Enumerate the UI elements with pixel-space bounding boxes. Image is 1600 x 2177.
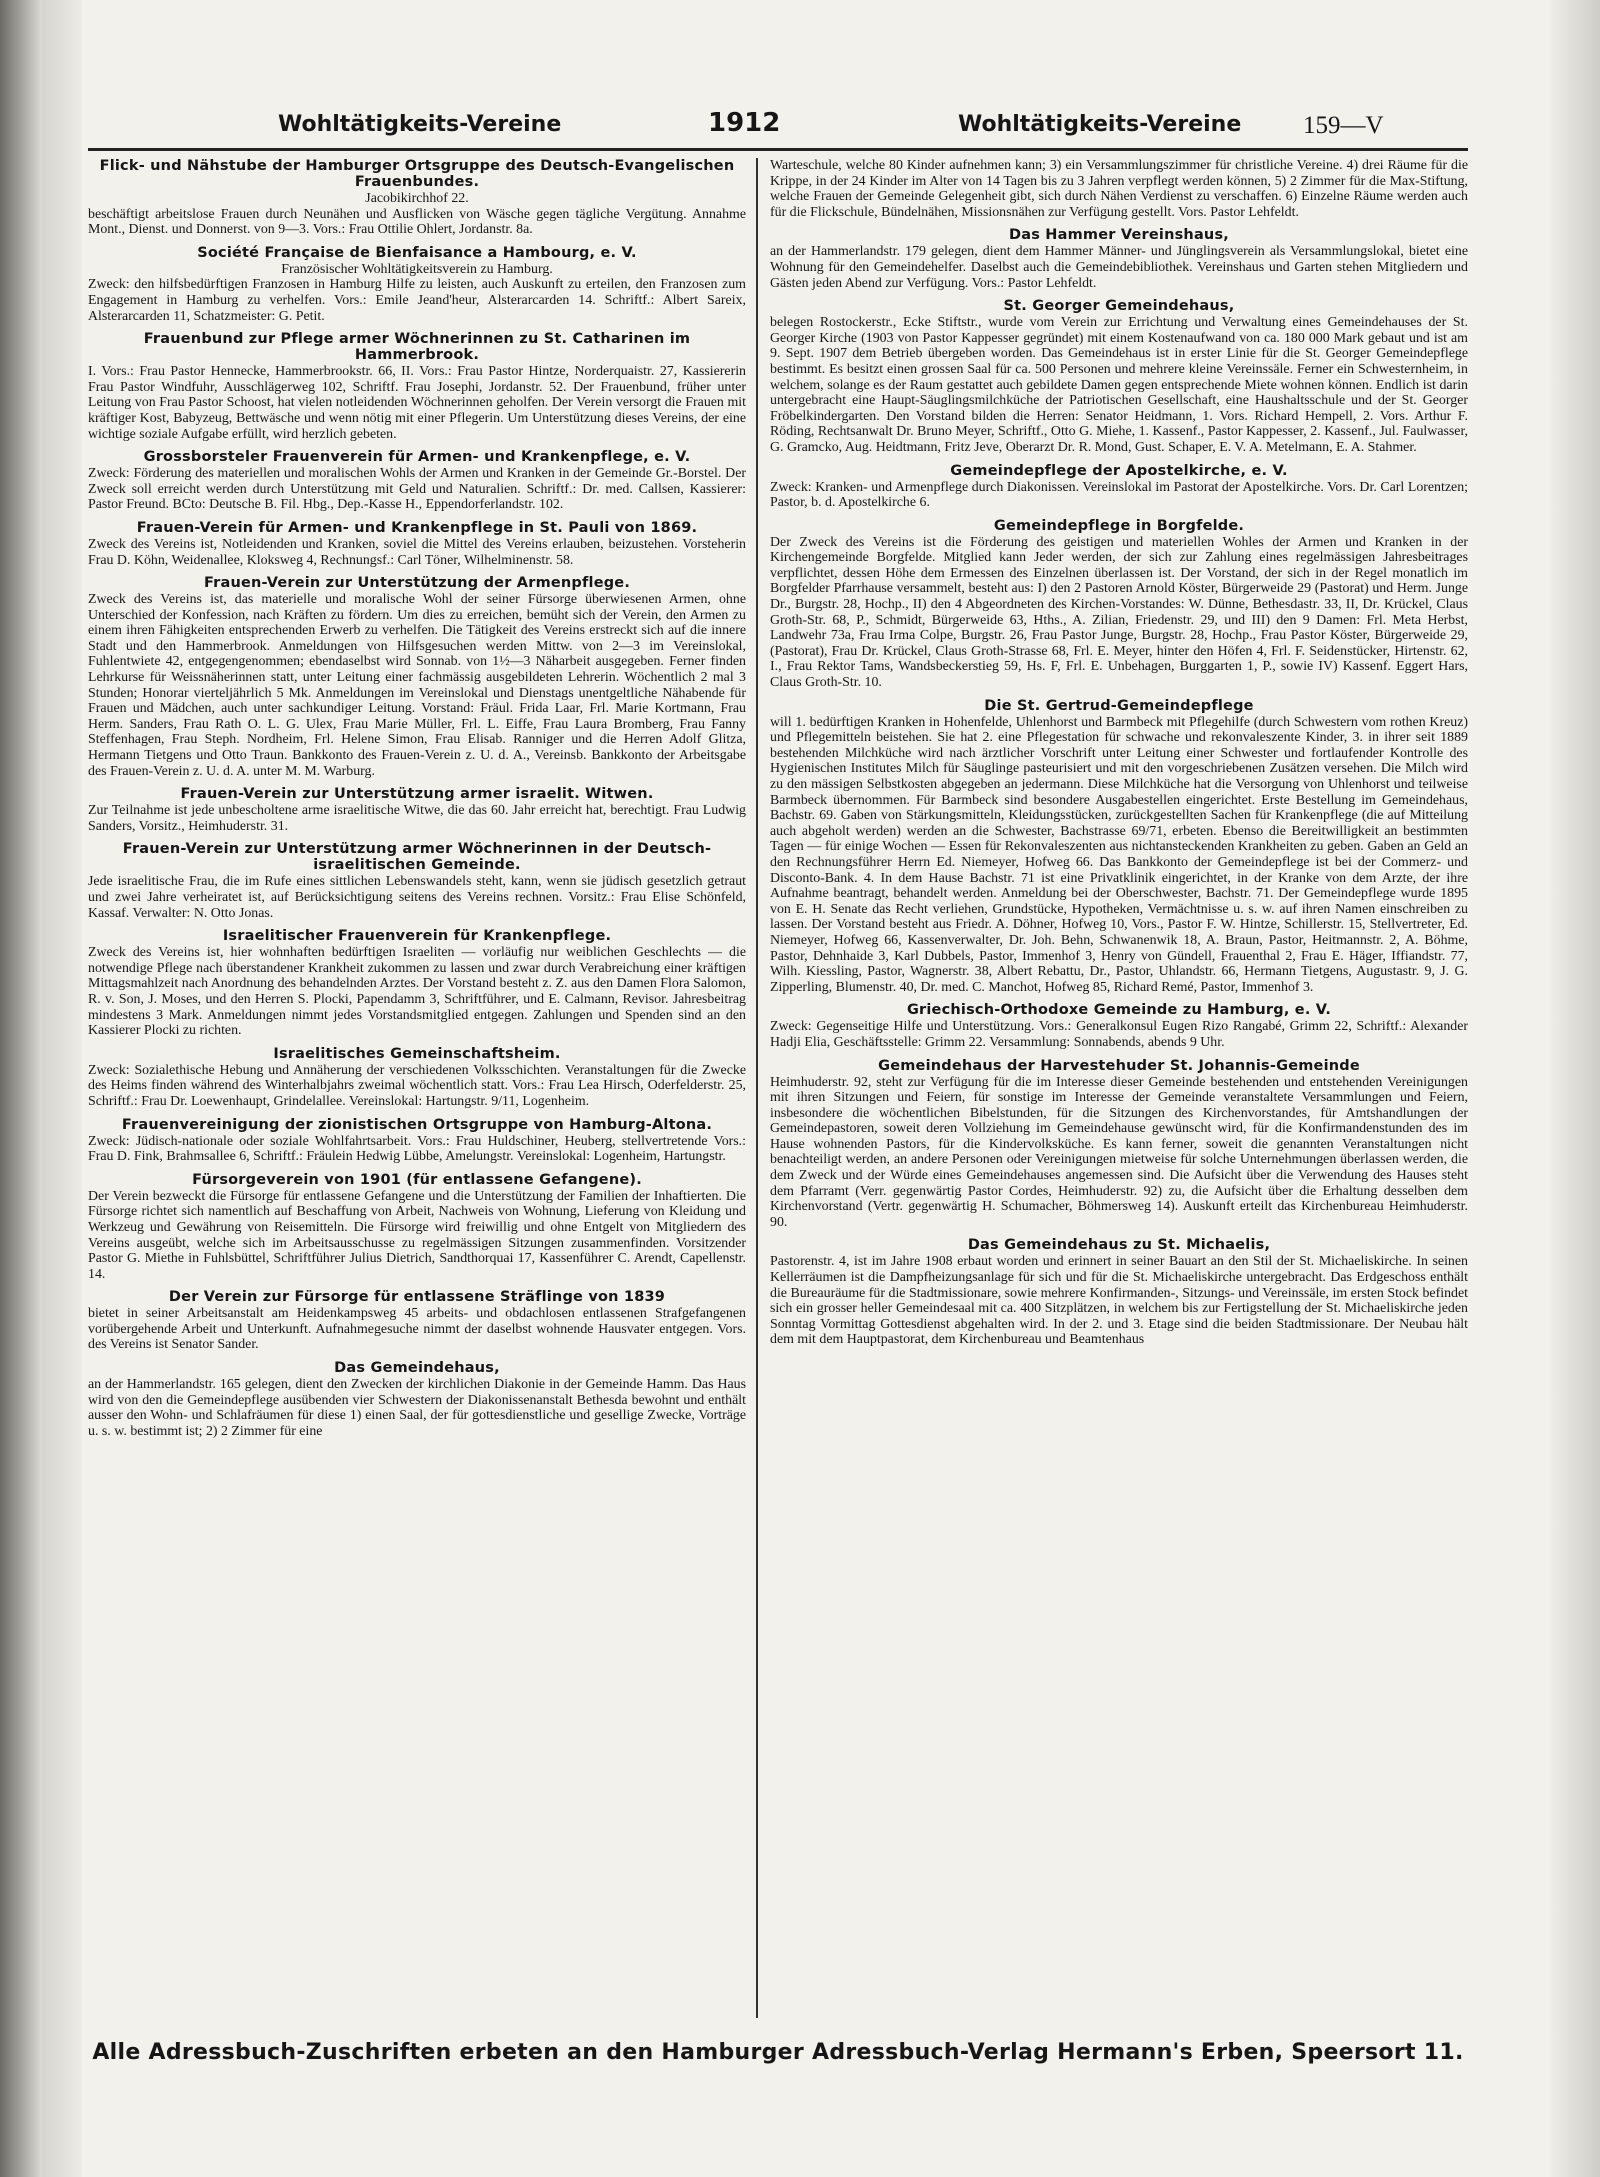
entry-text: an der Hammerlandstr. 165 gelegen, dient den Zwecken der kirchlichen Diakonie in der Gemeinde Hamm. Das Haus wird von den die Gemeindepflege ausübenden vier Schwestern der Diakonissenanstalt Bethesda bewohnt und enthält ausser den Wohn- und Schlafräumen für diese 1) einen Saal, der für gottesdienstliche und gesellige Zwecke, Vorträge u. s. w. bestimmt ist; 2) 2 Zimmer für eine	[88, 1377, 746, 1439]
scan-page-gutter	[42, 0, 82, 2177]
entry-text: Zweck: den hilfsbedürftigen Franzosen in Hamburg Hilfe zu leisten, auch Auskunft zu erteilen, den Franzosen zum Engagement in Hamburg zu verhelfen. Vors.: Emile Jeand'heur, Alsterarcarden 14. Schriftf.: Albert Sareix, Alsterarcarden 11, Schatzmeister: G. Petit.	[88, 277, 746, 324]
directory-entry	[88, 1360, 746, 1439]
entry-text: Pastorenstr. 4, ist im Jahre 1908 erbaut worden und erinnert in seiner Bauart an den Stil der St. Michaeliskirche. In seinen Kellerräumen ist die Dampfheizungsanlage für sich und für die St. Michaeliskirche untergebracht. Das Erdgeschoss enthält die Bureauräume für die Stadtmissionare, sowie mehrere Konfirmanden-, Sitzungs- und Vereinssäle, im ersten Stock befindet sich ein grosser heller Gemeindesaal mit ca. 400 Sitzplätzen, in welchem bis zur Fertigstellung der St. Michaeliskirche jeden Sonntag Vormittag Gottesdienst abgehalten wird. In der 2. und 3. Etage sind die beiden Stadtmissionare. Der Neubau hält dem mit dem Hauptpastorat, dem Kirchenbureau und Beamtenhaus	[770, 1254, 1468, 1348]
entry-text: Zweck: Kranken- und Armenpflege durch Diakonissen. Vereinslokal im Pastorat der Apostelkirche. Vors. Dr. Carl Lorentzen; Pastor, b. d. Apostelkirche 6.	[770, 479, 1468, 511]
column-divider	[756, 158, 758, 2018]
entry-title: Das Hammer Vereinshaus,	[1008, 227, 1229, 244]
directory-entry	[770, 158, 1468, 220]
publisher-footer: Alle Adressbuch-Zuschriften erbeten an den Hamburger Adressbuch-Verlag Hermann's Erben, Speersort 11.	[92, 2040, 1464, 2065]
left-column	[88, 158, 746, 2028]
entry-text: Zur Teilnahme ist jede unbescholtene arme israelitische Witwe, die das 60. Jahr erreicht hat, berechtigt. Frau Ludwig Sanders, Vorsitz., Heimhuderstr. 31.	[88, 803, 746, 834]
scan-page-edge	[0, 0, 42, 2177]
directory-entry	[88, 449, 746, 513]
right-column	[770, 158, 1468, 2028]
entry-title: Frauenbund zur Pflege armer Wöchnerinnen zu St. Catharinen im Hammerbrook.	[143, 331, 691, 364]
entry-text: Jede israelitische Frau, die im Rufe eines sittlichen Lebenswandels steht, kann, wenn sie jüdisch gesetzlich getraut und zwei Jahre verheiratet ist, auf Berücksichtigung seitens des Vereins rechnen. Vorsitz.: Frau Elise Schönfeld, Kassaf. Verwalter: N. Otto Jonas.	[88, 874, 746, 921]
directory-entry	[88, 841, 746, 921]
entry-title: Das Gemeindehaus,	[334, 1360, 500, 1377]
directory-entry	[770, 463, 1468, 511]
entry-text: beschäftigt arbeitslose Frauen durch Neunähen und Ausflicken von Wäsche gegen tägliche Vergütung. Annahme Mont., Dienst. und Donnerst. von 9—3. Vors.: Frau Ottilie Ohlert, Jordanstr. 8a.	[88, 206, 746, 238]
directory-entry	[770, 1002, 1468, 1050]
directory-entry	[88, 520, 746, 568]
header-right-title: Wohltätigkeits-Vereine	[958, 112, 1242, 137]
directory-entry	[88, 1117, 746, 1165]
entry-title: Frauen-Verein zur Unterstützung armer Wöchnerinnen in der Deutsch-israelitischen Gemeinde.	[122, 841, 712, 874]
entry-title: Frauen-Verein zur Unterstützung der Armenpflege.	[203, 575, 631, 592]
directory-entry	[770, 518, 1468, 691]
entry-title: Frauen-Verein zur Unterstützung armer israelit. Witwen.	[180, 786, 654, 803]
scan-right-shadow	[1550, 0, 1600, 2177]
directory-entry	[88, 331, 746, 442]
entry-title: Frauenvereinigung der zionistischen Ortsgruppe von Hamburg-Altona.	[121, 1116, 713, 1133]
page-header	[88, 100, 1468, 151]
entry-title: Die St. Gertrud-Gemeindepflege	[984, 697, 1254, 714]
entry-text: bietet in seiner Arbeitsanstalt am Heidenkampsweg 45 arbeits- und obdachlosen entlassenen Strafgefangenen vorübergehende Arbeit und Unterkunft. Aufnahmegesuche nimmt der daselbst wohnende Hausvater entgegen. Vors. des Vereins ist Senator Sander.	[88, 1306, 746, 1353]
entry-subtitle: Jacobikirchhof 22.	[365, 191, 469, 206]
header-year: 1912	[708, 108, 781, 138]
entry-text: Zweck des Vereins ist, das materielle und moralische Wohl der seiner Fürsorge überwiesenen Armen, ohne Unterschied der Konfession, nach Kräften zu fördern. Um dies zu erreichen, bemüht sich der Verein, den Armen zu einem ihren Fähigkeiten entsprechenden Erwerb zu verhelfen. Die Tätigkeit des Vereins erstreckt sich auf die innere Stadt und den Hammerbrook. Anmeldungen von Hilfsgesuchen werden Mittw. von 2—3 im Vereinslokal, Fuhlentwiete 42, entgegengenommen; ebendaselbst wird Sonnab. von 1½—3 Näharbeit ausgegeben. Ferner finden Lehrkurse für Weissnäherinnen statt, unter Leitung einer fachmässig ausgebildeten Lehrerin. Wöchentlich 2 mal 3 Stunden; Honorar vierteljährlich 5 Mk. Anmeldungen im Vereinslokal und Dienstags unentgeltliche Nähabende für Frauen und Mädchen, auch unter sachkundiger Leitung. Vorstand: Fräul. Frida Laar, Frl. Marie Kortmann, Frau Herm. Sanders, Frau Rath O. L. G. Ulex, Frau Marie Müller, Frl. L. Eiffe, Frau Laura Bromberg, Frau Fanny Steffenhagen, Frau Steph. Nordheim, Frl. Helene Simon, Frau Elisab. Ranniger und die Herren Adolf Glitza, Hermann Tietgens und Otto Traun. Bankkonto des Frauen-Verein z. U. d. A., Vereinsb. Bankkonto der Arbeitsgabe des Frauen-Verein z. U. d. A. unter M. M. Warburg.	[88, 592, 746, 779]
entry-text: Zweck: Jüdisch-nationale oder soziale Wohlfahrtsarbeit. Vors.: Frau Huldschiner, Heuberg, stellvertretende Vors.: Frau D. Fink, Brahmsallee 6, Schriftf.: Fräulein Hedwig Lübbe, Amelungstr. Vereinslokal: Logenheim, Hartungstr.	[88, 1133, 746, 1165]
directory-entry	[88, 1046, 746, 1110]
entry-text: Zweck des Vereins ist, Notleidenden und Kranken, soviel die Mittel des Vereins erlauben, beizustehen. Vorsteherin Frau D. Köhn, Weidenallee, Kloksweg 4, Rechnungsf.: Carl Töner, Wilhelminenstr. 58.	[88, 536, 746, 568]
entry-title: Griechisch-Orthodoxe Gemeinde zu Hamburg, e. V.	[906, 1002, 1332, 1019]
entry-subtitle: Französischer Wohltätigkeitsverein zu Hamburg.	[281, 261, 553, 277]
entry-title: St. Georger Gemeindehaus,	[1003, 298, 1235, 315]
entry-text: will 1. bedürftigen Kranken in Hohenfelde, Uhlenhorst und Barmbeck mit Pflegehilfe (durch Schwestern vom rothen Kreuz) und Pflegemitteln beistehen. Sie hat 2. eine Pflegestation für schwache und rekonvaleszente Kinder, 3. in ihrer seit 1889 bestehenden Milchküche wird nach ärztlicher Vorschrift unter Leitung einer Schwester und fortlaufender Kontrolle des Hygienischen Institutes Milch für Säuglinge pasteurisiert und mit den vorgeschriebenen Zusätzen versehen. Die Milch wird zu den mässigen Selbstkosten abgegeben an jedermann. Diese Milchküche hat die Versorgung von Uhlenhorst und teilweise Barmbeck übernommen. Für Barmbeck sind besondere Ausgabestellen eingerichtet. Erste Bestellung im Gemeindehaus, Bachstr. 69. Gaben von Stärkungsmitteln, Kleidungsstücken, zurückgestellten Sachen für Krankenpflege (die auf Mitteilung auch abgeholt werden) werden an die Schwester, Bachstrasse 69/71, erbeten. Ebenso die Bereitwilligkeit an bestimmten Tagen — für einige Wochen — Essen für Rekonvaleszenten aus nichtansteckenden Krankheiten zu geben. Gaben an Geld an den Rechnungsführer Herrn Ed. Niemeyer, Hofweg 66. Das Bankkonto der Gemeindepflege ist bei der Commerz- und Disconto-Bank. 4. In dem Hause Bachstr. 71 ist eine Privatklinik eingerichtet, in der Kranke von dem Arzte, der ihre Aufnahme beantragt, behandelt werden. Anmeldung bei der Oberschwester, Bachstr. 71. Der Gemeindepflege wurde 1895 von E. H. Senate das Recht verliehen, Grundstücke, Hypotheken, Vermächtnisse u. s. w. auf ihren Namen einschreiben zu lassen. Der Vorstand besteht aus Friedr. A. Döhner, Hofweg 10, Vors., Pastor F. W. Hintze, Schillerstr. 15, Stellvertreter, Ed. Niemeyer, Hofweg 66, Kassenverwalter, Dr. Joh. Behn, Schwanenwik 18, A. Braun, Pastor, Heitmannstr. 2, A. Böhme, Pastor, Dehnhaide 3, Karl Dubbels, Pastor, Immenhof 3, Henry von Gündell, Frauenthal 2, Frau E. Häger, Iffiandstr. 77, Wilh. Kiessling, Pastor, Wagnerstr. 38, Albert Rebattu, Dr., Pastor, Uhlandstr. 66, Hermann Tietgens, Augustastr. 9, J. G. Zipperling, Blumenstr. 40, Dr. med. C. Manchot, Hofweg 85, Richard Remé, Pastor, Immenhof 3.	[770, 714, 1468, 995]
header-left-title: Wohltätigkeits-Vereine	[278, 112, 562, 137]
entry-title: Das Gemeindehaus zu St. Michaelis,	[967, 1237, 1271, 1254]
entry-text: I. Vors.: Frau Pastor Hennecke, Hammerbrookstr. 66, II. Vors.: Frau Pastor Hintze, Norderquaistr. 27, Kassiererin Frau Pastor Windfuhr, Ausschlägerweg 102, Schriftf. Frau Josephi, Jordanstr. 52. Der Frauenbund, früher unter Leitung von Frau Pastor Schoost, hat vielen notleidenden Wöchnerinnen geholfen. Der Verein versorgt die Frauen mit kräftiger Kost, Babyzeug, Bettwäsche und wenn nötig mit einer Pflegerin. Um Unterstützung dieses Vereins, der eine wichtige soziale Aufgabe erfüllt, wird herzlich gebeten.	[88, 364, 746, 442]
directory-entry	[770, 298, 1468, 455]
directory-entry	[770, 227, 1468, 291]
entry-title: Frauen-Verein für Armen- und Krankenpflege in St. Pauli von 1869.	[136, 519, 698, 536]
entry-text: Der Verein bezweckt die Fürsorge für entlassene Gefangene und die Unterstützung der Familien der Inhaftierten. Die Fürsorge richtet sich namentlich auf Beschaffung von Arbeit, Nachweis von Wohnung, Lieferung von Kleidung und Werkzeug und Gewährung von Reisemitteln. Die Fürsorge wird freiwillig und ohne Entgelt von Mitgliedern des Vereins ausgeübt, welche sich im Arbeitsausschusse zu regelmässigen Sitzungen zusammenfinden. Vorsitzender Pastor G. Miethe in Fuhlsbüttel, Schriftführer Julius Dietrich, Sandthorquai 17, Kassenführer C. Arendt, Capellenstr. 14.	[88, 1188, 746, 1282]
directory-entry	[88, 575, 746, 779]
entry-text: Zweck: Gegenseitige Hilfe und Unterstützung. Vors.: Generalkonsul Eugen Rizo Rangabé, Grimm 22, Schriftf.: Alexander Hadji Elia, Geschäftsstelle: Grimm 22. Versammlung: Sonnabends, abends 9 Uhr.	[770, 1019, 1468, 1050]
entry-title: Grossborsteler Frauenverein für Armen- und Krankenpflege, e. V.	[143, 449, 691, 466]
directory-entry	[88, 786, 746, 834]
entry-title: Der Verein zur Fürsorge für entlassene Sträflinge von 1839	[168, 1289, 666, 1306]
directory-entry	[88, 928, 746, 1039]
entry-text: Heimhuderstr. 92, steht zur Verfügung für die im Interesse dieser Gemeinde bestehenden und entstehenden Vereinigungen mit ihren Sitzungen und Feiern, für sonstige im Interesse der Gemeinde veranstaltete Versammlungen und Feiern, insbesondere die wöchentlichen Bibelstunden, für die Sitzungen des Kirchenvorstandes, für Amtshandlungen der Gemeindepastoren, soweit deren Vollziehung im Gemeindehause gewünscht wird, für die Konfirmandenstunden des im Hause wohnenden Pastors, für die Kindervolksküche. Es kann ferner, soweit die genannten Veranstaltungen nicht benachteiligt werden, an andere Personen oder Vereinigungen mietweise für solche Unternehmungen überlassen werden, die dem Zweck und der Würde eines Gemeindehauses angemessen sind. Die Aufsicht über die Verwendung des Hauses steht dem Pfarramt (Verr. gegenwärtig Pastor Cordes, Heimhuderstr. 92) zu, die Aufsicht über die Erhaltung desselben dem Kirchenvorstand (Vertr. gegenwärtig H. Schumacher, Böhmersweg 14). Auskunft erteilt das Kirchenbureau Heimhuderstr. 90.	[770, 1074, 1468, 1230]
entry-title: Israelitisches Gemeinschaftsheim.	[273, 1045, 561, 1062]
entry-title: Israelitischer Frauenverein für Krankenpflege.	[222, 928, 612, 945]
entry-title: Fürsorgeverein von 1901 (für entlassene Gefangene).	[192, 1171, 642, 1188]
entry-text: Zweck: Sozialethische Hebung und Annäherung der verschiedenen Volksschichten. Veranstaltungen für die Zwecke des Heims finden während des Winterhalbjahrs zweimal wöchentlich statt. Vors.: Frau Lea Hirsch, Oderfelderstr. 25, Schriftf.: Frau Dr. Loewenhaupt, Grindelallee. Vereinslokal: Hartungstr. 9/11, Logenheim.	[88, 1062, 746, 1109]
entry-title: Gemeindehaus der Harvestehuder St. Johannis-Gemeinde	[878, 1057, 1360, 1074]
entry-text: belegen Rostockerstr., Ecke Stiftstr., wurde vom Verein zur Errichtung und Verwaltung eines Gemeindehauses der St. Georger Kirche (1903 von Pastor Kappesser gegründet) mit einem Kostenaufwand von ca. 180 000 Mark gebaut und ist am 9. Sept. 1907 dem Betrieb übergeben worden. Das Gemeindehaus ist in erster Linie für die St. Georger Gemeindepflege bestimmt. Es besitzt einen grossen Saal für ca. 500 Personen und mehrere kleine Vereinssäle. Ferner ein Schwesternheim, in welchem, solange es der Raum gestattet auch gebildete Damen gegen entsprechende Miete wohnen können. Endlich ist darin untergebracht eine Haupt-Säuglingsmilchküche der Patriotischen Gesellschaft, eine Haushaltsschule und der St. Georger Fröbelkindergarten. Den Vorstand bilden die Herren: Senator Heidmann, 1. Vors. Richard Hempell, 2. Vors. Arthur F. Röding, Rechtsanwalt Dr. Bruno Meyer, Schriftf., Otto G. Miehe, 1. Kassenf., Pastor Kappesser, 2. Kassenf., Jul. Faulwasser, G. Gramcko, Aug. Heidtmann, Fritz Jeve, Oberarzt Dr. R. Mond, Gust. Schaper, E. V. A. Metelmann, E. A. Stahmer.	[770, 315, 1468, 455]
directory-entry	[770, 698, 1468, 996]
entry-title: Gemeindepflege in Borgfelde.	[993, 517, 1245, 534]
entry-title: Flick- und Nähstube der Hamburger Ortsgruppe des Deutsch-Evangelischen Frauenbundes.	[99, 158, 735, 190]
directory-entry	[88, 1289, 746, 1353]
directory-entry	[770, 1058, 1468, 1231]
directory-entry	[88, 158, 746, 238]
directory-entry	[88, 1172, 746, 1283]
directory-entry	[770, 1237, 1468, 1348]
page-number: 159—V	[1303, 112, 1384, 139]
directory-entry	[88, 245, 746, 324]
entry-text: Zweck: Förderung des materiellen und moralischen Wohls der Armen und Kranken in der Gemeinde Gr.-Borstel. Der Zweck soll erreicht werden durch Unterstützung mit Geld und Naturalien. Schriftf.: Dr. med. Callsen, Kassierer: Pastor Freund. BCto: Deutsche B. Fil. Hbg., Dep.-Kasse H., Eppendorferlandstr. 102.	[88, 466, 746, 513]
directory-page	[88, 100, 1468, 2090]
entry-text: Zweck des Vereins ist, hier wohnhaften bedürftigen Israeliten — vorläufig nur weiblichen Geschlechts — die notwendige Pflege nach überstandener Krankheit zukommen zu lassen und zwar durch Verabreichung einer kräftigen Mittagsmahlzeit nach Anordnung des behandelnden Arztes. Der Vorstand besteht z. Z. aus den Damen Flora Salomon, R. v. Son, J. Moses, und den Herren S. Plocki, Papendamm 3, Schriftführer, und E. Calmann, Revisor. Jahresbeitrag mindestens 3 Mark. Anmeldungen nimmt jedes Vorstandsmitglied entgegen. Zahlungen und Spenden sind an den Kassierer Plocki zu richten.	[88, 945, 746, 1039]
entry-text: an der Hammerlandstr. 179 gelegen, dient dem Hammer Männer- und Jünglingsverein als Versammlungslokal, bietet eine Wohnung für den Gemeindehelfer. Daselbst auch die Gemeindebibliothek. Vereinshaus und Garten stehen Mitgliedern und Gästen jeden Abend zur Verfügung. Vors.: Pastor Lehfeldt.	[770, 244, 1468, 291]
entry-text: Warteschule, welche 80 Kinder aufnehmen kann; 3) ein Versammlungszimmer für christliche Vereine. 4) drei Räume für die Krippe, in der 24 Kinder im Alter von 14 Tagen bis zu 3 Jahren verpflegt werden können, 5) 2 Zimmer für die Max-Stiftung, welche Frauen der Gemeinde Gelegenheit gibt, sich durch Nähen Verdienst zu verschaffen. 6) Einzelne Räume werden auch für die Flickschule, Bündelnähen, Missionsnähen zur Verfügung gestellt. Vors. Pastor Lehfeldt.	[770, 158, 1468, 220]
entry-text: Der Zweck des Vereins ist die Förderung des geistigen und materiellen Wohles der Armen und Kranken in der Kirchengemeinde Borgfelde. Mitglied kann Jeder werden, der sich zur Zahlung eines regelmässigen Jahresbeitrages verpflichtet, dessen Höhe dem Ermessen des Einzelnen überlassen ist. Der Vorstand, der sich in der Regel monatlich im Borgfelder Pfarrhause versammelt, besteht aus: I) den 2 Pastoren Arnold Köster, Bürgerweide 29 (Pastorat) und Herm. Junge Dr., Burgstr. 28, Hochp., II) den 4 Abgeordneten des Kirchen-Vorstandes: W. Dünne, Bethesdastr. 33, II, Dr. Krückel, Claus Groth-Str. 68, P., Schmidt, Bürgerweide 63, Hths., A. Zilian, Friedenstr. 29, und III) den 9 Damen: Frl. Meta Herbst, Landwehr 73a, Frau Irma Colpe, Burgstr. 26, Frau Pastor Junge, Burgstr. 28, Hochp., Frau Pastor Köster, Bürgerweide 29, (Pastorat), Frau Dr. Krückel, Claus Groth-Strasse 68, Frl. E. Meyer, hinter den Höfen 4, Frl. F. Seidenstücker, Hirtenstr. 62, I., Frau Rektor Tams, Wandsbeckerstieg 59, Hs. F, Frl. E. Unbehagen, Burggarten 1, P., sowie IV) Kassenf. Eggert Hars, Claus Groth-Str. 10.	[770, 534, 1468, 691]
entry-title: Société Française de Bienfaisance a Hambourg, e. V.	[197, 244, 637, 261]
entry-title: Gemeindepflege der Apostelkirche, e. V.	[950, 462, 1288, 479]
